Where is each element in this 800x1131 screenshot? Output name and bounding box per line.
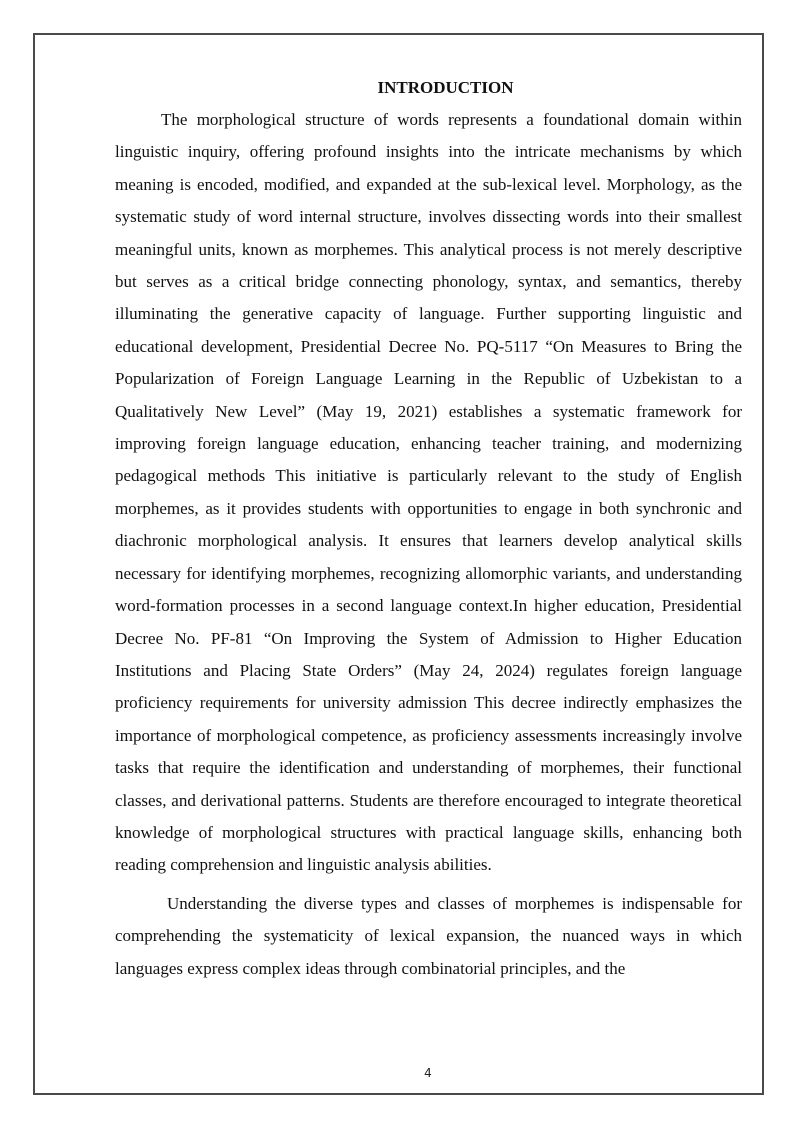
paragraph-1: The morphological structure of words represents a foundational domain within linguistic inquiry, offering profound insights into the intricate mechanisms by which meaning is encoded, modified, and expanded at the sub-lexical level. Morphology, as the systematic study of word internal structure, involves dissecting words into their smallest meaningful units, known as morphemes. This analytical process is not merely descriptive but serves as a critical bridge connecting phonology, syntax, and semantics, thereby illuminating the generative capacity of language. Further supporting linguistic and educational development, Presidential Decree No. PQ-5117 “On Measures to Bring the Popularization of Foreign Language Learning in the Republic of Uzbekistan to a Qualitatively New Level” (May 19, 2021) establishes a systematic framework for improving foreign language education, enhancing teacher training, and modernizing pedagogical methods This initiative is particularly relevant to the study of English morphemes, as it provides students with opportunities to engage in both synchronic and diachronic morphological analysis. It ensures that learners develop analytical skills necessary for identifying morphemes, recognizing allomorphic variants, and understanding word-formation processes in a second language context.In higher education, Presidential Decree No. PF-81 “On Improving the System of Admission to Higher Education Institutions and Placing State Orders” (May 24, 2024) regulates foreign language proficiency requirements for university admission This decree indirectly emphasizes the importance of morphological competence, as proficiency assessments increasingly involve tasks that require the identification and understanding of morphemes, their functional classes, and derivational patterns. Students are therefore encouraged to integrate theoretical knowledge of morphological structures with practical language skills, enhancing both reading comprehension and linguistic analysis abilities. — [115, 110, 742, 875]
section-heading: INTRODUCTION — [377, 78, 514, 97]
paragraph-2: Understanding the diverse types and classes of morphemes is indispensable for comprehending the systematicity of lexical expansion, the nuanced ways in which languages express complex ideas through combinatorial principles, and the — [115, 893, 742, 978]
document-body — [115, 72, 742, 985]
page-number: 4 — [424, 1066, 432, 1080]
